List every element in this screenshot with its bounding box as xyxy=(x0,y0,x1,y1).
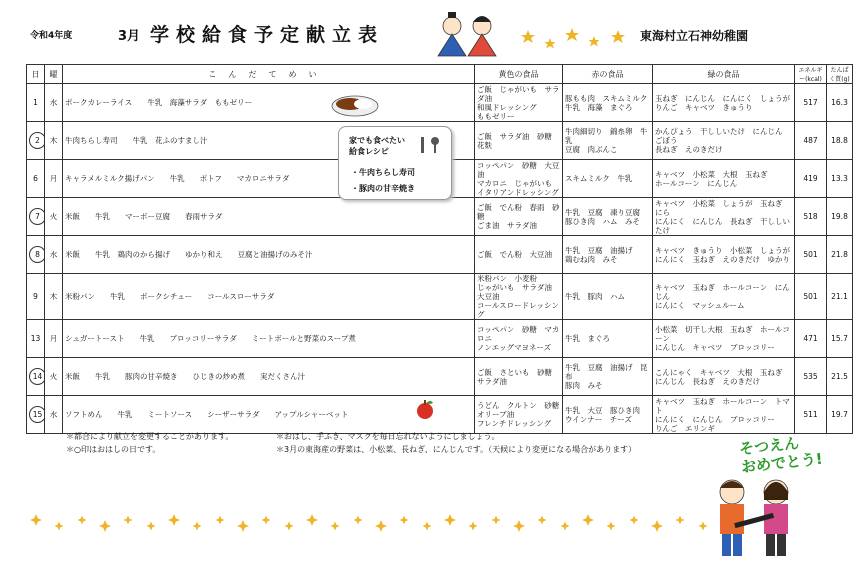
dishes-cell-text: ソフトめん 牛乳 ミートソース シーザーサラダ アップルシャーベット xyxy=(65,410,349,419)
star-icon xyxy=(375,520,387,532)
stars-decoration-icon xyxy=(520,22,640,52)
energy-cell-text: 501 xyxy=(803,292,818,301)
yellow-foods-cell xyxy=(475,198,563,236)
col-protein: たんぱく質(g) xyxy=(827,65,853,84)
day-cell xyxy=(27,122,45,160)
protein-cell xyxy=(827,274,853,320)
star-icon xyxy=(193,522,202,531)
school-name: 東海村立石神幼稚園 xyxy=(640,29,749,43)
star-icon xyxy=(30,514,42,526)
weekday-cell xyxy=(45,160,63,198)
col-menu: こんだてめい xyxy=(63,65,475,84)
green-foods-cell-text: キャベツ 玉ねぎ ホールコーン トマト にんにく にんじん ブロッコリー りんご エリンギ xyxy=(655,396,790,433)
month-label: 3月 xyxy=(118,29,141,44)
day-cell xyxy=(27,396,45,434)
star-icon xyxy=(55,522,64,531)
energy-cell-text: 517 xyxy=(803,98,818,107)
yellow-foods-cell-text: ご飯 サラダ油 砂糖 花麩 xyxy=(477,131,560,150)
dishes-cell xyxy=(63,274,475,320)
protein-cell xyxy=(827,396,853,434)
yellow-foods-cell xyxy=(475,84,563,122)
star-icon xyxy=(444,514,456,526)
day-cell xyxy=(27,358,45,396)
star-icon xyxy=(582,514,594,526)
page-title: 学校給食予定献立表 xyxy=(150,24,385,46)
red-foods-cell xyxy=(563,236,653,274)
green-foods-cell xyxy=(653,274,795,320)
day-cell-text: 14 xyxy=(29,368,45,385)
green-foods-cell xyxy=(653,396,795,434)
protein-cell-text: 21.5 xyxy=(831,372,848,381)
note: ＊3月の東海産の野菜は、小松菜、長ねぎ、にんじんです。（天候により変更になる場合があります） xyxy=(276,445,637,454)
protein-cell xyxy=(827,198,853,236)
energy-cell xyxy=(795,320,827,358)
table-row xyxy=(27,396,853,434)
star-icon xyxy=(469,522,478,531)
protein-cell-text: 13.3 xyxy=(831,174,848,183)
weekday-cell-text: 月 xyxy=(49,334,58,343)
red-foods-cell-text: 豚もも肉 スキムミルク 牛乳 海藻 まぐろ xyxy=(565,93,648,112)
energy-cell xyxy=(795,358,827,396)
star-icon xyxy=(699,522,708,531)
yellow-foods-cell xyxy=(475,160,563,198)
star-icon xyxy=(492,516,501,525)
dishes-cell-text: 米飯 牛乳 鶏肉のから揚げ ゆかり和え 豆腐と油揚げのみそ汁 xyxy=(65,250,313,259)
yellow-foods-cell xyxy=(475,122,563,160)
energy-cell-text: 419 xyxy=(803,174,818,183)
star-icon xyxy=(651,520,663,532)
green-foods-cell xyxy=(653,198,795,236)
yellow-foods-cell xyxy=(475,236,563,274)
energy-cell-text: 501 xyxy=(803,250,818,259)
green-foods-cell-text: かんぴょう 干ししいたけ にんじん ごぼう 長ねぎ えのきだけ xyxy=(655,127,783,154)
protein-cell-text: 16.3 xyxy=(831,98,848,107)
red-foods-cell xyxy=(563,358,653,396)
dishes-cell xyxy=(63,358,475,396)
star-icon xyxy=(676,516,685,525)
star-icon xyxy=(262,516,271,525)
green-foods-cell xyxy=(653,84,795,122)
col-day: 日 xyxy=(27,65,45,84)
yellow-foods-cell-text: ご飯 さといも 砂糖 サラダ油 xyxy=(477,367,552,386)
red-foods-cell xyxy=(563,122,653,160)
note: ＊○印はおはしの日です。 xyxy=(66,445,161,454)
star-icon xyxy=(513,520,525,532)
day-cell xyxy=(27,198,45,236)
table-row xyxy=(27,274,853,320)
protein-cell-text: 19.8 xyxy=(831,212,848,221)
graduation-message: そつえん おめでとう! xyxy=(738,434,824,477)
table-row xyxy=(27,358,853,396)
yellow-foods-cell xyxy=(475,320,563,358)
star-icon xyxy=(400,516,409,525)
green-foods-cell-text: キャベツ 玉ねぎ ホールコーン にんじん にんにく マッシュルーム xyxy=(655,283,790,310)
col-yellow: 黄色の食品 xyxy=(475,65,563,84)
menu-table xyxy=(26,64,853,434)
note: ＊都合により献立を変更することがあります。 xyxy=(66,432,234,441)
energy-cell xyxy=(795,396,827,434)
graduating-children-icon xyxy=(704,470,804,560)
protein-cell-text: 15.7 xyxy=(831,334,848,343)
day-cell xyxy=(27,274,45,320)
col-red: 赤の食品 xyxy=(563,65,653,84)
dishes-cell-text: ポークカレーライス 牛乳 海藻サラダ ももゼリー xyxy=(65,98,253,107)
red-foods-cell-text: 牛乳 豚肉 ハム xyxy=(565,292,625,301)
protein-cell xyxy=(827,122,853,160)
red-foods-cell xyxy=(563,396,653,434)
green-foods-cell xyxy=(653,358,795,396)
weekday-cell-text: 火 xyxy=(49,372,58,381)
star-icon xyxy=(168,514,180,526)
day-cell-text: 2 xyxy=(29,132,45,149)
star-icon xyxy=(561,522,570,531)
energy-cell-text: 518 xyxy=(803,212,818,221)
star-icon xyxy=(538,516,547,525)
green-foods-cell xyxy=(653,160,795,198)
dishes-cell xyxy=(63,236,475,274)
green-foods-cell xyxy=(653,122,795,160)
weekday-cell-text: 木 xyxy=(49,292,58,301)
day-cell-text: 9 xyxy=(33,292,38,301)
energy-cell xyxy=(795,236,827,274)
energy-cell xyxy=(795,274,827,320)
protein-cell xyxy=(827,84,853,122)
day-cell-text: 6 xyxy=(33,174,38,183)
apple-icon xyxy=(414,398,436,420)
weekday-cell-text: 水 xyxy=(49,98,58,107)
yellow-foods-cell-text: コッペパン 砂糖 マカロニ ノンエッグマヨネーズ xyxy=(477,325,560,352)
energy-cell xyxy=(795,84,827,122)
star-icon xyxy=(237,520,249,532)
green-foods-cell-text: 玉ねぎ にんじん にんにく しょうが りんご キャベツ きゅうり xyxy=(655,93,790,112)
red-foods-cell xyxy=(563,320,653,358)
red-foods-cell-text: スキムミルク 牛乳 xyxy=(565,174,633,183)
star-icon xyxy=(607,522,616,531)
star-icon xyxy=(423,522,432,531)
curry-icon xyxy=(330,88,380,118)
dishes-cell xyxy=(63,198,475,236)
dishes-cell-text: 牛肉ちらし寿司 牛乳 花ふのすまし汁 xyxy=(65,136,208,145)
day-cell-text: 1 xyxy=(33,98,38,107)
recipe-item: ・豚肉の甘辛焼き xyxy=(351,184,415,193)
dishes-cell xyxy=(63,320,475,358)
energy-cell-text: 471 xyxy=(803,334,818,343)
red-foods-cell-text: 牛肉細切り 錦糸卵 牛乳 豆腐 肉ぶんこ xyxy=(565,127,648,154)
weekday-cell-text: 木 xyxy=(49,136,58,145)
energy-cell xyxy=(795,122,827,160)
dishes-cell-text: 米飯 牛乳 マーボー豆腐 春雨サラダ xyxy=(65,212,223,221)
protein-cell-text: 21.8 xyxy=(831,250,848,259)
green-foods-cell-text: 小松菜 切干し大根 玉ねぎ ホールコーン にんじん キャベツ ブロッコリー xyxy=(655,325,790,352)
protein-cell-text: 18.8 xyxy=(831,136,848,145)
weekday-cell xyxy=(45,396,63,434)
weekday-cell-text: 水 xyxy=(49,250,58,259)
day-cell xyxy=(27,320,45,358)
hina-dolls-icon xyxy=(432,8,502,58)
dishes-cell-text: 米粉パン 牛乳 ポークシチュー コールスローサラダ xyxy=(65,292,275,301)
recipe-callout xyxy=(338,126,452,200)
dishes-cell-text: 米飯 牛乳 豚肉の甘辛焼き ひじきの炒め煮 実だくさん汁 xyxy=(65,372,305,381)
energy-cell-text: 487 xyxy=(803,136,818,145)
protein-cell xyxy=(827,236,853,274)
protein-cell xyxy=(827,160,853,198)
day-cell-text: 15 xyxy=(29,406,45,423)
star-icon xyxy=(331,522,340,531)
green-foods-cell-text: キャベツ 小松菜 しょうが 玉ねぎ にら にんにく にんじん 長ねぎ 干ししいたけ xyxy=(655,198,790,235)
weekday-cell-text: 火 xyxy=(49,212,58,221)
col-green: 緑の食品 xyxy=(653,65,795,84)
green-foods-cell xyxy=(653,320,795,358)
table-row xyxy=(27,84,853,122)
protein-cell-text: 21.1 xyxy=(831,292,848,301)
yellow-foods-cell xyxy=(475,274,563,320)
star-icon xyxy=(354,516,363,525)
dishes-cell xyxy=(63,396,475,434)
yellow-foods-cell-text: ご飯 でん粉 大豆油 xyxy=(477,250,552,259)
star-icon xyxy=(306,514,318,526)
recipe-title: 家でも食べたい 給食レシピ xyxy=(349,136,405,156)
red-foods-cell-text: 牛乳 豆腐 油揚げ 鶏むね肉 みそ xyxy=(565,245,633,264)
dishes-cell-text: キャラメルミルク揚げパン 牛乳 ポトフ マカロニサラダ xyxy=(65,174,290,183)
weekday-cell xyxy=(45,84,63,122)
energy-cell xyxy=(795,160,827,198)
star-icon xyxy=(99,520,111,532)
red-foods-cell xyxy=(563,274,653,320)
day-cell-text: 13 xyxy=(30,334,41,343)
star-icon xyxy=(147,522,156,531)
weekday-cell xyxy=(45,198,63,236)
col-weekday: 曜 xyxy=(45,65,63,84)
star-icon xyxy=(630,516,639,525)
col-energy: エネルギー(kcal) xyxy=(795,65,827,84)
weekday-cell-text: 水 xyxy=(49,410,58,419)
day-cell xyxy=(27,160,45,198)
recipe-item: ・牛肉ちらし寿司 xyxy=(351,168,415,177)
star-icon xyxy=(78,516,87,525)
protein-cell xyxy=(827,358,853,396)
weekday-cell xyxy=(45,122,63,160)
day-cell-text: 7 xyxy=(29,208,45,225)
table-row xyxy=(27,236,853,274)
red-foods-cell-text: 牛乳 大豆 豚ひき肉 ウインナー チーズ xyxy=(565,405,640,424)
star-icon xyxy=(124,516,133,525)
utensils-icon xyxy=(417,135,443,155)
red-foods-cell xyxy=(563,198,653,236)
yellow-foods-cell-text: 米粉パン 小麦粉 じゃがいも サラダ油 大豆油 コールスロードレッシング xyxy=(477,274,559,319)
weekday-cell xyxy=(45,236,63,274)
yellow-foods-cell-text: ご飯 でん粉 春雨 砂糖 ごま油 サラダ油 xyxy=(477,203,560,230)
table-row xyxy=(27,198,853,236)
table-row xyxy=(27,320,853,358)
day-cell xyxy=(27,84,45,122)
day-cell-text: 8 xyxy=(29,246,45,263)
weekday-cell xyxy=(45,274,63,320)
green-foods-cell-text: こんにゃく キャベツ 大根 玉ねぎ にんじん 長ねぎ えのきだけ xyxy=(655,367,783,386)
notes-right xyxy=(276,430,636,456)
weekday-cell-text: 月 xyxy=(49,174,58,183)
red-foods-cell-text: 牛乳 豆腐 油揚げ 昆布 豚肉 みそ xyxy=(565,363,648,390)
yellow-foods-cell-text: うどん クルトン 砂糖 オリーブ油 フレンチドレッシング xyxy=(477,401,560,428)
dishes-cell xyxy=(63,84,475,122)
weekday-cell xyxy=(45,358,63,396)
star-icon xyxy=(285,522,294,531)
weekday-cell xyxy=(45,320,63,358)
yellow-foods-cell-text: ご飯 じゃがいも サラダ油 和風ドレッシング ももゼリー xyxy=(477,84,560,121)
day-cell xyxy=(27,236,45,274)
energy-cell-text: 535 xyxy=(803,372,818,381)
green-foods-cell-text: キャベツ 小松菜 大根 玉ねぎ ホールコーン にんじん xyxy=(655,169,768,188)
energy-cell-text: 511 xyxy=(803,410,818,419)
green-foods-cell xyxy=(653,236,795,274)
yellow-foods-cell xyxy=(475,396,563,434)
red-foods-cell xyxy=(563,84,653,122)
stars-border-icon xyxy=(28,512,718,536)
table-header-row xyxy=(27,65,853,84)
protein-cell xyxy=(827,320,853,358)
energy-cell xyxy=(795,198,827,236)
red-foods-cell-text: 牛乳 豆腐 凍り豆腐 豚ひき肉 ハム みそ xyxy=(565,207,640,226)
dishes-cell-text: シュガートースト 牛乳 ブロッコリーサラダ ミートボールと野菜のスープ煮 xyxy=(65,334,356,343)
notes-left xyxy=(66,430,233,456)
red-foods-cell xyxy=(563,160,653,198)
protein-cell-text: 19.7 xyxy=(831,410,848,419)
star-icon xyxy=(216,516,225,525)
header xyxy=(0,0,864,60)
yellow-foods-cell-text: コッペパン 砂糖 大豆油 マカロニ じゃがいも イタリアンドレッシング xyxy=(477,160,560,197)
note: ＊おはし、手ふき、マスクを毎日忘れないようにしましょう。 xyxy=(276,432,500,441)
red-foods-cell-text: 牛乳 まぐろ xyxy=(565,334,610,343)
yellow-foods-cell xyxy=(475,358,563,396)
era-label: 令和4年度 xyxy=(30,31,73,41)
green-foods-cell-text: キャベツ きゅうり 小松菜 しょうが にんにく 玉ねぎ えのきだけ ゆかり xyxy=(655,245,790,264)
